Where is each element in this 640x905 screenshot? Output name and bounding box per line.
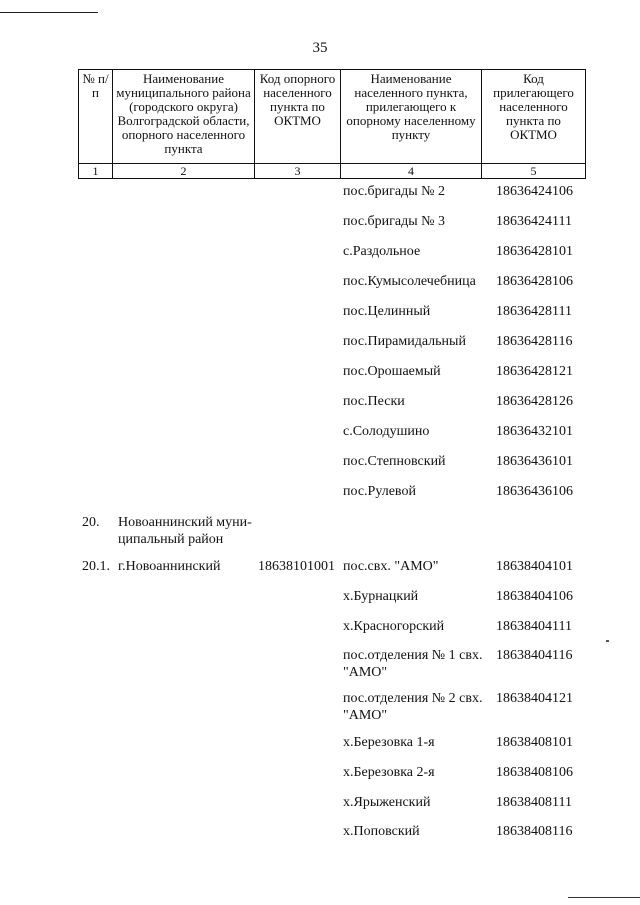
settlement-name: пос.Пески <box>343 394 405 409</box>
scan-speck <box>606 640 609 642</box>
settlement-name: пос.бригады № 3 <box>343 214 446 229</box>
settlement-name: пос.бригады № 2 <box>343 184 446 199</box>
settlement-code: 18636428116 <box>496 334 573 349</box>
settlement-name: с.Раздольное <box>343 244 421 259</box>
section-index: 20. <box>82 515 100 530</box>
column-index-4: 4 <box>341 164 482 179</box>
settlement-code: 18638408116 <box>496 824 573 839</box>
base-settlement-oktmo: 18638101001 <box>258 559 335 574</box>
settlement-code: 18636428126 <box>496 394 573 409</box>
settlement-code: 18638404116 <box>496 648 573 663</box>
scan-edge-line-top <box>0 12 98 13</box>
settlement-code: 18638404101 <box>496 559 573 574</box>
settlement-name: пос.Кумысолечебница <box>343 274 476 289</box>
settlement-name: пос.Рулевой <box>343 484 416 499</box>
column-index-1: 1 <box>79 164 113 179</box>
settlement-name: пос.отделения № 2 свх. "АМО" <box>343 691 483 723</box>
settlement-name: х.Ярыженский <box>343 795 431 810</box>
settlement-name: пос.Орошаемый <box>343 364 441 379</box>
header-base-oktmo: Код опорного населенного пункта по ОКТМО <box>255 70 341 164</box>
settlement-code: 18636428106 <box>496 274 573 289</box>
settlement-name: пос.Степновский <box>343 454 446 469</box>
header-number: № п/п <box>79 70 113 164</box>
settlement-code: 18638404111 <box>496 619 572 634</box>
settlement-code: 18636436106 <box>496 484 573 499</box>
page-number: 35 <box>312 40 328 56</box>
settlement-code: 18636436101 <box>496 454 573 469</box>
settlement-code: 18638408106 <box>496 765 573 780</box>
settlement-code: 18638408101 <box>496 735 573 750</box>
settlement-name: пос.свх. "АМО" <box>343 559 439 574</box>
base-settlement-name: г.Новоаннинский <box>118 559 221 574</box>
settlement-name: х.Березовка 2-я <box>343 765 435 780</box>
header-adjacent-name: Наименование населенного пункта, прилегающего к опорному населенному пункту <box>341 70 482 164</box>
settlement-name: х.Бурнацкий <box>343 589 419 604</box>
settlement-code: 18638404121 <box>496 691 573 706</box>
scan-edge-line-bottom <box>568 897 640 898</box>
settlement-name: х.Поповский <box>343 824 420 839</box>
settlement-code: 18636428121 <box>496 364 573 379</box>
settlement-name: с.Солодушино <box>343 424 430 439</box>
settlement-name: х.Красногорский <box>343 619 445 634</box>
settlement-code: 18638404106 <box>496 589 573 604</box>
table-header <box>78 69 586 179</box>
settlement-code: 18636432101 <box>496 424 573 439</box>
settlement-name: пос.отделения № 1 свх. "АМО" <box>343 648 483 680</box>
header-adjacent-oktmo: Код прилегающего населенного пункта по ОКТМО <box>482 70 586 164</box>
settlement-name: х.Березовка 1-я <box>343 735 435 750</box>
settlement-code: 18636428111 <box>496 304 572 319</box>
column-index-5: 5 <box>482 164 586 179</box>
section-index: 20.1. <box>82 559 110 574</box>
settlement-code: 18636424106 <box>496 184 573 199</box>
settlement-name: пос.Пирамидальный <box>343 334 466 349</box>
settlement-code: 18638408111 <box>496 795 572 810</box>
header-district-name: Наименование муниципального района (городского округа) Волгоградской области, опорного населенного пункта <box>113 70 255 164</box>
settlement-name: пос.Целинный <box>343 304 431 319</box>
settlement-code: 18636424111 <box>496 214 572 229</box>
column-index-3: 3 <box>255 164 341 179</box>
column-index-2: 2 <box>113 164 255 179</box>
district-name: Новоаннинский муни-ципальный район <box>118 515 252 547</box>
settlement-code: 18636428101 <box>496 244 573 259</box>
